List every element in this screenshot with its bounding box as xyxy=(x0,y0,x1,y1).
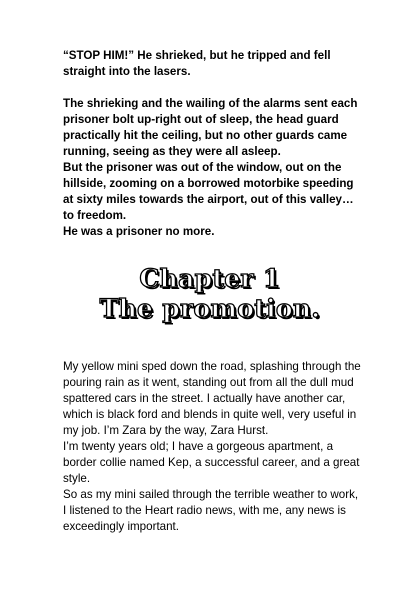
prologue-section xyxy=(63,48,363,240)
body-paragraph: My yellow mini sped down the road, splashing through the pouring rain as it went, standing out from all the dull mud spattered cars in the street. I actually have another car, which is black ford and blends in quite well, very useful in my job. I’m Zara by the way, Zara Hurst. xyxy=(63,360,361,437)
body-paragraph: So as my mini sailed through the terrible weather to work, I listened to the Heart radio news, with me, any news is exceedingly important. xyxy=(63,488,359,533)
prologue-paragraph: The shrieking and the wailing of the alarms sent each prisoner bolt up-right out of sleep, the head guard practically hit the ceiling, but no other guards came running, seeing as they were all asleep. xyxy=(63,97,358,158)
chapter-heading xyxy=(0,264,420,324)
chapter-body xyxy=(63,359,363,535)
prologue-paragraph: “STOP HIM!” He shrieked, but he tripped and fell straight into the lasers. xyxy=(63,49,331,78)
chapter-title: The promotion. xyxy=(99,294,321,323)
body-paragraph: I’m twenty years old; I have a gorgeous apartment, a border collie named Kep, a successful career, and a great style. xyxy=(63,440,360,485)
prologue-paragraph: He was a prisoner no more. xyxy=(63,225,215,238)
chapter-number: Chapter 1 xyxy=(139,264,281,293)
paragraph-gap xyxy=(63,80,363,96)
prologue-paragraph: But the prisoner was out of the window, out on the hillside, zooming on a borrowed motorbike speeding at sixty miles towards the airport, out of this valley… to freedom. xyxy=(63,161,354,222)
